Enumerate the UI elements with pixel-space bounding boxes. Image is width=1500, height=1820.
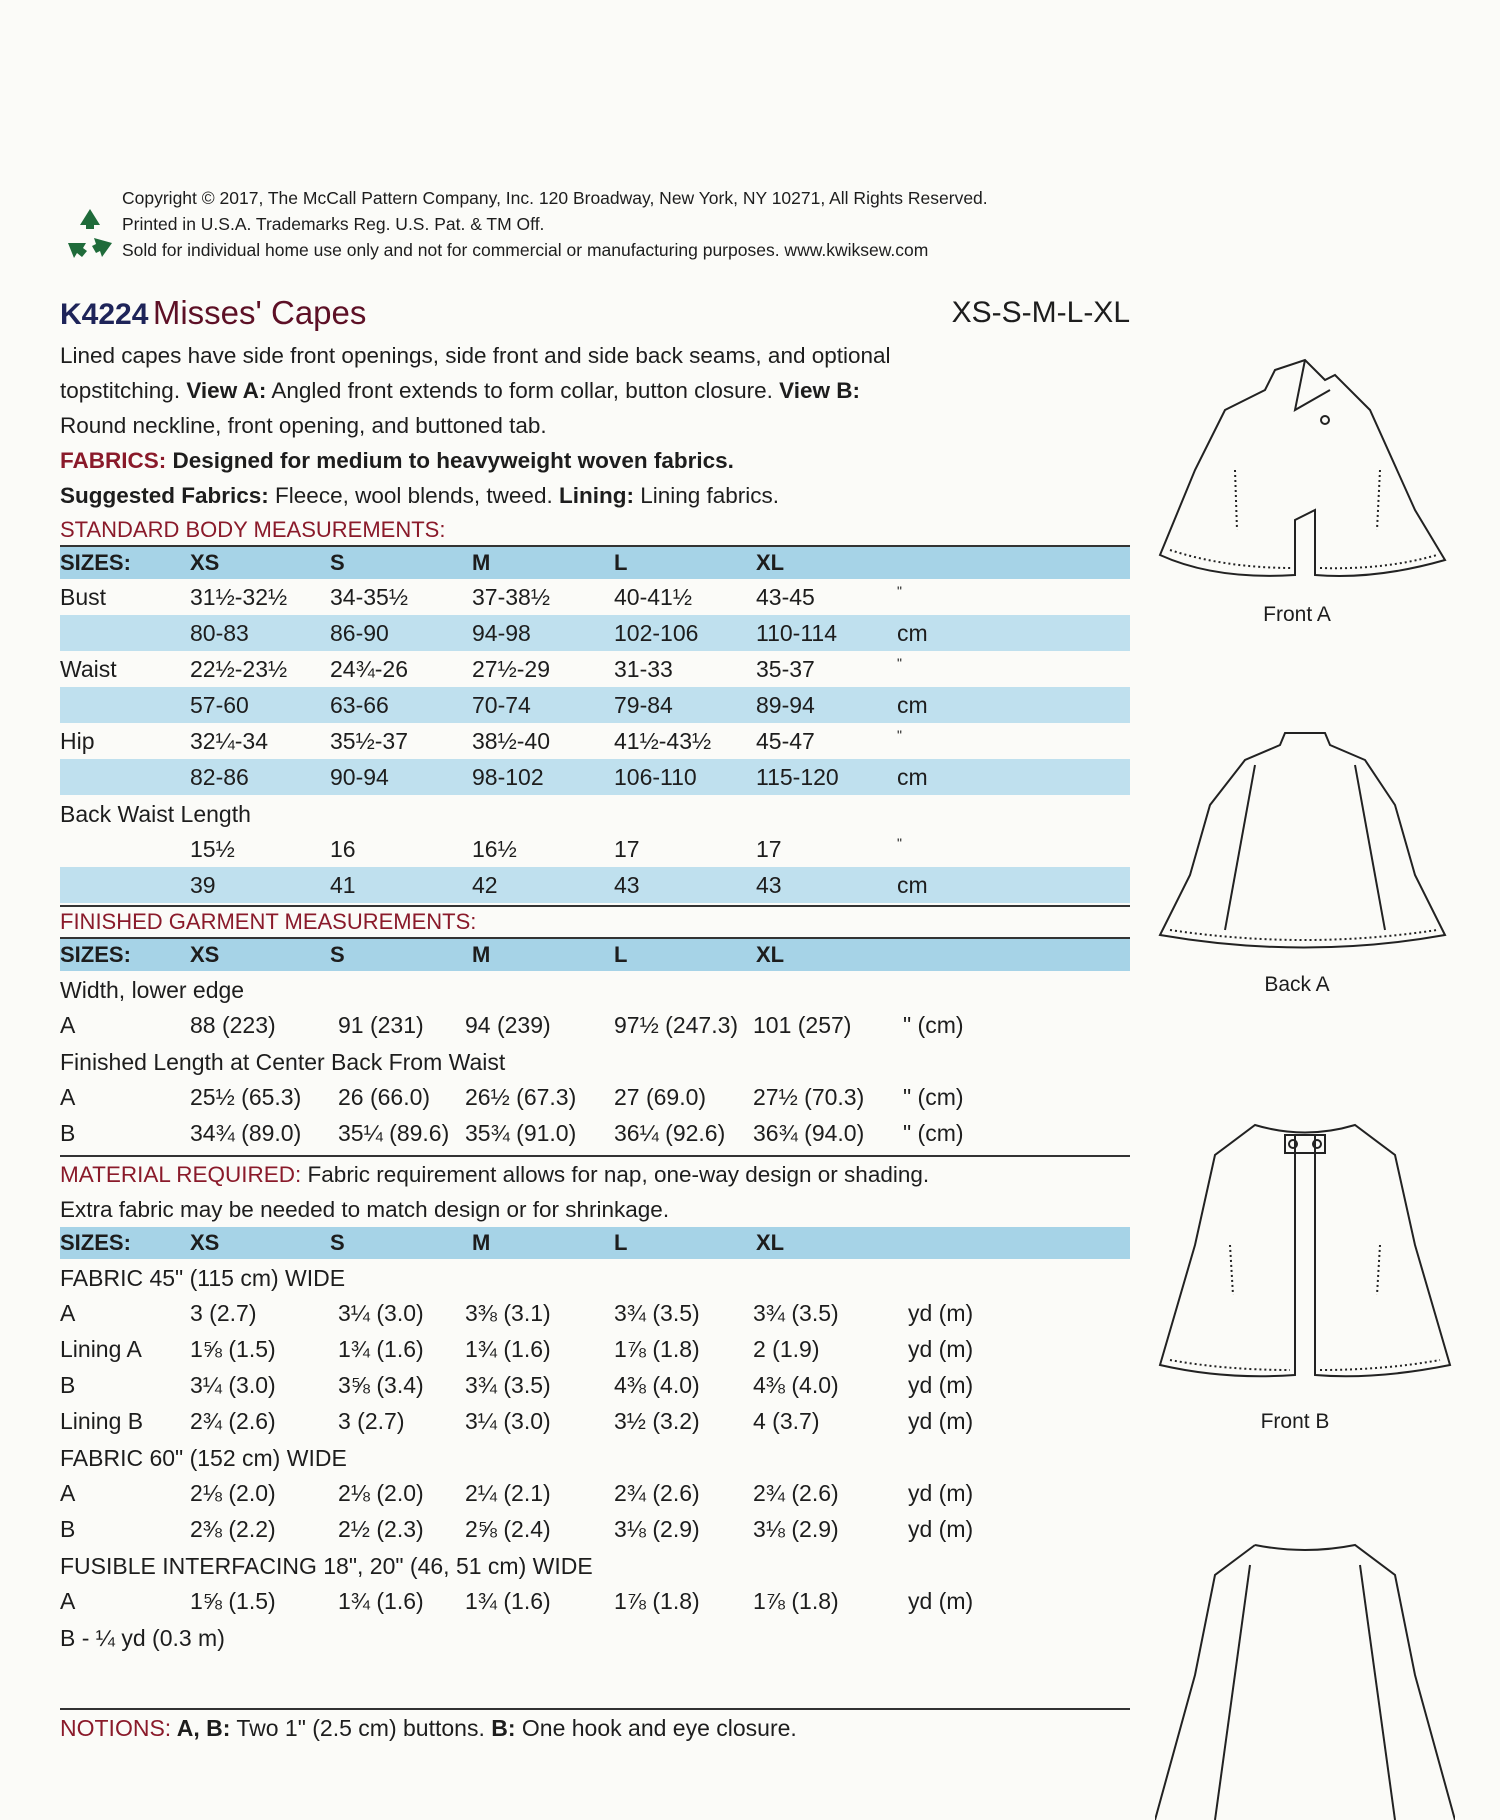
table-cell: 80-83 (190, 620, 249, 646)
table-cell: 2¾ (2.6) (753, 1480, 839, 1506)
lining-label: Lining: (558, 483, 634, 508)
front-b-illustration (1155, 1095, 1455, 1385)
length-label-text: Finished Length at Center Back From Waist (60, 1049, 506, 1075)
lining-text: Lining fabrics. (633, 483, 780, 508)
row-label: B (60, 1120, 76, 1146)
fabric45-row (60, 1367, 1130, 1403)
fabric45-row (60, 1403, 1130, 1439)
description-line: Lined capes have side front openings, side front and side back seams, and optional (60, 343, 891, 368)
table-cell: 3¾ (3.5) (753, 1300, 839, 1326)
unit-label: yd (m) (908, 1480, 974, 1506)
view-a-label: View A: (186, 378, 267, 403)
row-label: Lining B (60, 1408, 144, 1434)
unit-label: cm (897, 872, 928, 898)
table-cell: 1¾ (1.6) (465, 1588, 551, 1614)
table-cell: 31-33 (614, 656, 673, 682)
size-column-header: M (472, 550, 491, 575)
sizes-label: SIZES: (60, 942, 131, 967)
table-cell: 32¼-34 (190, 728, 269, 754)
width-row (60, 1007, 1130, 1043)
back-b-illustration (1155, 1525, 1455, 1820)
table-cell: 70-74 (472, 692, 531, 718)
back-a-illustration (1155, 725, 1455, 955)
table-cell: 1⅞ (1.8) (614, 1588, 700, 1614)
table-cell: 38½-40 (472, 728, 551, 754)
table-cell: 106-110 (614, 764, 697, 790)
fabric60-row (60, 1511, 1130, 1547)
table-cell: 24¾-26 (330, 656, 409, 682)
fusible-b-text: B - ¼ yd (0.3 m) (60, 1625, 225, 1651)
unit-label: cm (897, 764, 928, 790)
body-measurements-table (60, 547, 1130, 903)
row-label: A (60, 1300, 76, 1326)
table-cell: 57-60 (190, 692, 249, 718)
table-cell: 35¼ (89.6) (338, 1120, 450, 1146)
sold-line: Sold for individual home use only and not for commercial or manufacturing purposes. www.kwiksew.com (122, 240, 929, 260)
back-waist-row (60, 867, 1130, 903)
size-column-header: M (472, 942, 491, 967)
table-cell: 4 (3.7) (753, 1408, 820, 1434)
notions-view-b: B: (491, 1715, 516, 1741)
sizes-label: SIZES: (60, 550, 131, 575)
fabric60-label-text: FABRIC 60" (152 cm) WIDE (60, 1445, 347, 1471)
table-cell: 86-90 (330, 620, 389, 646)
size-column-header: XL (756, 1230, 785, 1255)
fusible-label-text: FUSIBLE INTERFACING 18", 20" (46, 51 cm) WIDE (60, 1553, 593, 1579)
unit-label: " (cm) (903, 1084, 964, 1110)
suggested-text: Fleece, wool blends, tweed. (268, 483, 559, 508)
unit-label: " (cm) (903, 1120, 964, 1146)
table-cell: 26½ (67.3) (465, 1084, 577, 1110)
size-column-header: XL (756, 550, 785, 575)
table-cell: 42 (472, 872, 498, 898)
notions-text: One hook and eye closure. (515, 1715, 797, 1741)
front-a-label: Front A (1263, 603, 1331, 626)
measurement-row (60, 687, 1130, 723)
front-b-label: Front B (1260, 1410, 1330, 1433)
table-cell: 101 (257) (753, 1012, 852, 1038)
table-cell: 3⅝ (3.4) (338, 1372, 424, 1398)
table-cell: 82-86 (190, 764, 249, 790)
table-cell: 98-102 (472, 764, 544, 790)
row-label: A (60, 1084, 76, 1110)
description-line: Round neckline, front opening, and buttoned tab. (60, 413, 547, 438)
length-label (60, 1043, 1130, 1079)
table-cell: 35½-37 (330, 728, 409, 754)
notions (60, 1715, 797, 1742)
width-label (60, 971, 1130, 1007)
measurement-row (60, 579, 1130, 615)
sizes-header-row (60, 939, 1130, 971)
table-cell: 97½ (247.3) (614, 1012, 739, 1038)
table-cell: 2⅜ (2.2) (190, 1516, 276, 1542)
fabric45-row (60, 1331, 1130, 1367)
printed-line: Printed in U.S.A. Trademarks Reg. U.S. Pat. & TM Off. (122, 214, 545, 234)
back-waist-row (60, 831, 1130, 867)
fusible-b (60, 1619, 1130, 1655)
table-cell: 1¾ (1.6) (465, 1336, 551, 1362)
recycle-icon (60, 203, 120, 263)
row-label: Lining A (60, 1336, 142, 1362)
table-cell: 2⅝ (2.4) (465, 1516, 551, 1542)
suggested-line (60, 478, 1130, 513)
table-cell: 3¼ (3.0) (190, 1372, 276, 1398)
fabric45-label (60, 1259, 1130, 1295)
table-cell: 63-66 (330, 692, 389, 718)
table-cell: 3⅛ (2.9) (614, 1516, 700, 1542)
row-label: Hip (60, 728, 95, 754)
back-waist-label-text: Back Waist Length (60, 801, 251, 827)
table-cell: 27½ (70.3) (753, 1084, 865, 1110)
row-label: A (60, 1012, 76, 1038)
back-a-label: Back A (1264, 973, 1330, 996)
table-cell: 1⅝ (1.5) (190, 1588, 276, 1614)
unit-label: " (897, 655, 902, 671)
fusible-label (60, 1547, 1130, 1583)
body-measurements-heading: STANDARD BODY MEASUREMENTS: (60, 515, 1130, 547)
table-cell: 37-38½ (472, 584, 551, 610)
table-cell: 90-94 (330, 764, 389, 790)
size-column-header: L (614, 550, 628, 575)
table-cell: 3¾ (3.5) (465, 1372, 551, 1398)
text: topstitching. (60, 378, 187, 403)
material-table (60, 1227, 1130, 1655)
table-cell: 94-98 (472, 620, 531, 646)
table-cell: 17 (756, 836, 782, 862)
table-cell: 31½-32½ (190, 584, 288, 610)
table-cell: 41½-43½ (614, 728, 712, 754)
table-cell: 35¾ (91.0) (465, 1120, 577, 1146)
description-line (60, 373, 1130, 408)
unit-label: cm (897, 692, 928, 718)
unit-label: yd (m) (908, 1372, 974, 1398)
unit-label: yd (m) (908, 1408, 974, 1434)
sizes-header-row (60, 1227, 1130, 1259)
table-cell: 3½ (3.2) (614, 1408, 700, 1434)
material-heading (60, 1155, 1130, 1227)
fabric60-label (60, 1439, 1130, 1475)
table-cell: 43-45 (756, 584, 815, 610)
table-cell: 3⅛ (2.9) (753, 1516, 839, 1542)
unit-label: " (897, 835, 902, 851)
table-cell: 36¼ (92.6) (614, 1120, 726, 1146)
size-column-header: XS (190, 942, 220, 967)
table-cell: 43 (614, 872, 640, 898)
width-label-text: Width, lower edge (60, 977, 245, 1003)
table-cell: 3⅜ (3.1) (465, 1300, 551, 1326)
fabric60-row (60, 1475, 1130, 1511)
row-label: Bust (60, 584, 107, 610)
material-label: MATERIAL REQUIRED: (60, 1162, 302, 1187)
table-cell: 1⅞ (1.8) (614, 1336, 700, 1362)
table-cell: 3¼ (3.0) (465, 1408, 551, 1434)
table-cell: 22½-23½ (190, 656, 288, 682)
table-cell: 17 (614, 836, 640, 862)
title-row (60, 294, 1130, 338)
pattern-code: K4224 (60, 298, 149, 331)
view-b-label: View B: (779, 378, 861, 403)
table-cell: 89-94 (756, 692, 815, 718)
table-cell: 4⅜ (4.0) (753, 1372, 839, 1398)
finished-measurements-table (60, 939, 1130, 1151)
fabrics-text: Designed for medium to heavyweight woven fabrics. (166, 448, 734, 473)
size-column-header: S (330, 550, 345, 575)
length-row (60, 1079, 1130, 1115)
table-cell: 41 (330, 872, 356, 898)
measurement-row (60, 615, 1130, 651)
table-cell: 34¾ (89.0) (190, 1120, 302, 1146)
table-cell: 2⅛ (2.0) (190, 1480, 276, 1506)
table-cell: 26 (66.0) (338, 1084, 431, 1110)
table-cell: 88 (223) (190, 1012, 276, 1038)
back-waist-label (60, 795, 1130, 831)
pattern-name: Misses' Capes (152, 294, 367, 331)
table-cell: 2¼ (2.1) (465, 1480, 551, 1506)
table-cell: 1⅞ (1.8) (753, 1588, 839, 1614)
size-column-header: XL (756, 942, 785, 967)
size-column-header: S (330, 942, 345, 967)
table-cell: 40-41½ (614, 584, 693, 610)
fabric45-label-text: FABRIC 45" (115 cm) WIDE (60, 1265, 346, 1291)
table-cell: 3¼ (3.0) (338, 1300, 424, 1326)
size-column-header: L (614, 1230, 628, 1255)
unit-label: " (897, 583, 902, 599)
notions-text: Two 1" (2.5 cm) buttons. (230, 1715, 492, 1741)
table-cell: 2⅛ (2.0) (338, 1480, 424, 1506)
table-cell: 1¾ (1.6) (338, 1336, 424, 1362)
unit-label: yd (m) (908, 1588, 974, 1614)
table-cell: 79-84 (614, 692, 673, 718)
table-cell: 115-120 (756, 764, 839, 790)
table-cell: 3¾ (3.5) (614, 1300, 700, 1326)
front-a-illustration (1155, 350, 1455, 580)
length-row (60, 1115, 1130, 1151)
table-cell: 2 (1.9) (753, 1336, 820, 1362)
table-cell: 35-37 (756, 656, 815, 682)
fabrics-line (60, 443, 1130, 478)
text: Angled front extends to form collar, button closure. (266, 378, 780, 403)
unit-label: " (cm) (903, 1012, 964, 1038)
unit-label: " (897, 727, 902, 743)
row-label: B (60, 1516, 76, 1542)
size-column-header: XS (190, 550, 220, 575)
pattern-info (60, 294, 1130, 1655)
table-cell: 15½ (190, 836, 235, 862)
fabric45-row (60, 1295, 1130, 1331)
table-cell: 2½ (2.3) (338, 1516, 424, 1542)
suggested-label: Suggested Fabrics: (60, 483, 269, 508)
table-cell: 2¾ (2.6) (614, 1480, 700, 1506)
table-cell: 45-47 (756, 728, 815, 754)
size-column-header: M (472, 1230, 491, 1255)
unit-label: yd (m) (908, 1516, 974, 1542)
table-cell: 91 (231) (338, 1012, 424, 1038)
table-cell: 110-114 (756, 620, 837, 646)
table-cell: 94 (239) (465, 1012, 551, 1038)
table-cell: 3 (2.7) (190, 1300, 257, 1326)
table-cell: 4⅜ (4.0) (614, 1372, 700, 1398)
unit-label: yd (m) (908, 1336, 974, 1362)
size-column-header: S (330, 1230, 345, 1255)
table-cell: 16½ (472, 836, 517, 862)
finished-heading: FINISHED GARMENT MEASUREMENTS: (60, 905, 1130, 939)
description (60, 338, 1130, 513)
table-cell: 102-106 (614, 620, 699, 646)
notions-views: A, B: (171, 1715, 231, 1741)
table-cell: 36¾ (94.0) (753, 1120, 865, 1146)
size-column-header: XS (190, 1230, 220, 1255)
measurement-row (60, 723, 1130, 759)
measurement-row (60, 759, 1130, 795)
notions-label: NOTIONS: (60, 1715, 172, 1741)
fabrics-label: FABRICS: (60, 448, 167, 473)
sizes-label: SIZES: (60, 1230, 131, 1255)
table-cell: 2¾ (2.6) (190, 1408, 276, 1434)
table-cell: 27½-29 (472, 656, 551, 682)
size-column-header: L (614, 942, 628, 967)
table-cell: 43 (756, 872, 782, 898)
table-cell: 27 (69.0) (614, 1084, 707, 1110)
table-cell: 16 (330, 836, 356, 862)
measurement-row (60, 651, 1130, 687)
table-cell: 3 (2.7) (338, 1408, 405, 1434)
row-label: A (60, 1588, 76, 1614)
copyright-line: Copyright © 2017, The McCall Pattern Company, Inc. 120 Broadway, New York, NY 10271, All Rights Reserved. (122, 188, 988, 208)
row-label: B (60, 1372, 76, 1398)
unit-label: cm (897, 620, 928, 646)
table-cell: 34-35½ (330, 584, 409, 610)
sizes-header-row (60, 547, 1130, 579)
table-cell: 25½ (65.3) (190, 1084, 302, 1110)
row-label: A (60, 1480, 76, 1506)
table-cell: 39 (190, 872, 216, 898)
table-cell: 1¾ (1.6) (338, 1588, 424, 1614)
notions-divider (60, 1708, 1130, 1710)
table-cell: 1⅝ (1.5) (190, 1336, 276, 1362)
unit-label: yd (m) (908, 1300, 974, 1326)
material-text: Fabric requirement allows for nap, one-way design or shading. (301, 1162, 930, 1187)
fusible-row (60, 1583, 1130, 1619)
material-note: Extra fabric may be needed to match design or for shrinkage. (60, 1197, 670, 1222)
row-label: Waist (60, 656, 117, 682)
size-range: XS-S-M-L-XL (951, 296, 1130, 329)
